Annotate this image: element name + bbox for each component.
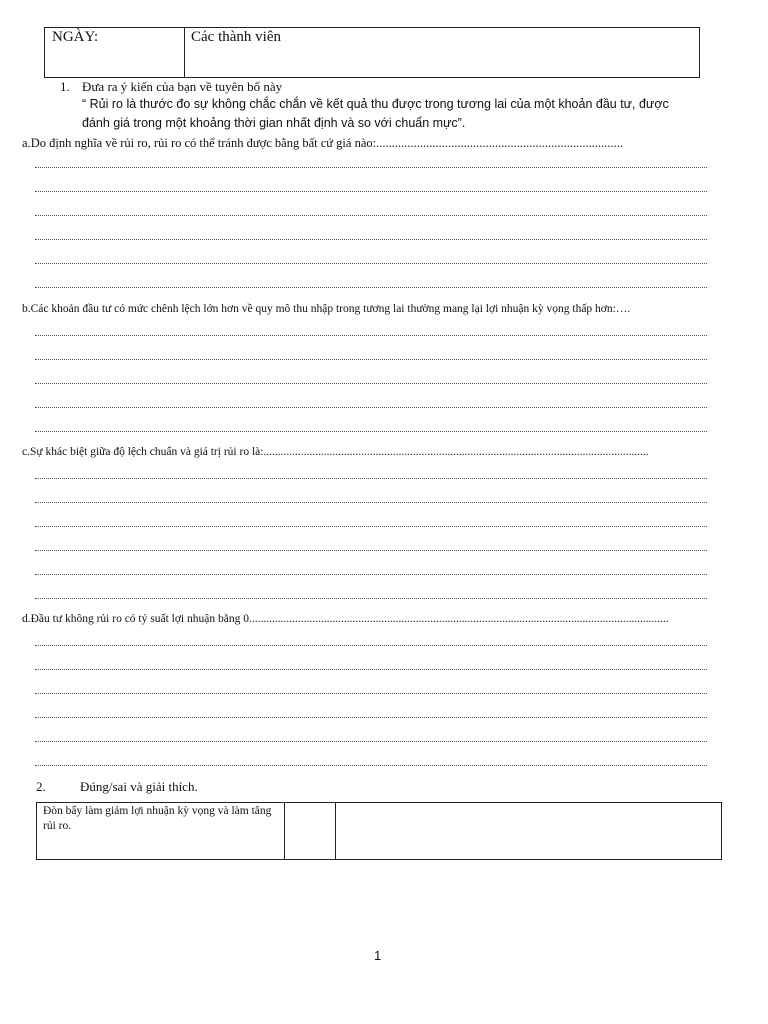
question-2-number: 2.: [36, 779, 46, 794]
answer-line[interactable]: [35, 765, 707, 766]
question-1-title: [60, 79, 282, 95]
answer-line[interactable]: [35, 478, 707, 479]
answer-line[interactable]: [35, 693, 707, 694]
question-a-label: a.: [22, 136, 31, 150]
question-2-text: Đúng/sai và giải thích.: [80, 779, 198, 794]
answer-line[interactable]: [35, 191, 707, 192]
question-a-text: Do định nghĩa về rủi ro, rủi ro có thể tránh được bằng bất cứ giá nào:...............................................................................: [30, 136, 623, 150]
answer-line[interactable]: [35, 526, 707, 527]
question-1-number: 1.: [60, 79, 70, 94]
answer-line[interactable]: [35, 383, 707, 384]
question-d: [22, 611, 708, 627]
date-cell: [45, 28, 185, 77]
question-d-label: d.: [22, 613, 31, 625]
answer-line[interactable]: [35, 669, 707, 670]
question-1-text: Đưa ra ý kiến của bạn về tuyên bố này: [82, 79, 283, 94]
quote-line-2: đánh giá trong một khoảng thời gian nhất định và so với chuẩn mực”.: [82, 116, 466, 130]
quote-line-1: “ Rủi ro là thước đo sự không chắc chắn về kết quả thu được trong tương lai của một khoản đầu tư, được: [82, 97, 669, 111]
explanation-cell[interactable]: [335, 803, 721, 859]
question-c: [22, 444, 708, 460]
question-b-text: Các khoản đầu tư có mức chênh lệch lớn hơn về quy mô thu nhập trong tương lai thường mang lại lợi nhuận kỳ vọng thấp hơn:….: [30, 303, 631, 315]
statement-cell: [37, 803, 285, 859]
question-c-label: c.: [22, 446, 30, 458]
answer-line[interactable]: [35, 741, 707, 742]
answer-line[interactable]: [35, 598, 707, 599]
statement-text: Đòn bẩy làm giảm lợi nhuận kỳ vọng và làm tăng rủi ro.: [43, 805, 272, 832]
question-d-text: Đầu tư không rủi ro có tỷ suất lợi nhuận bằng 0..................................................................................................................................................: [30, 613, 669, 625]
question-c-text: Sự khác biệt giữa độ lệch chuẩn và giá trị rủi ro là:......................................................................................................................................: [29, 446, 649, 458]
answer-line[interactable]: [35, 717, 707, 718]
answer-line[interactable]: [35, 287, 707, 288]
header-table: [44, 27, 700, 78]
date-label: NGÀY:: [52, 29, 99, 45]
true-false-answer-cell[interactable]: [284, 803, 336, 859]
answer-line[interactable]: [35, 263, 707, 264]
answer-line[interactable]: [35, 431, 707, 432]
answer-line[interactable]: [35, 645, 707, 646]
true-false-table: [36, 802, 722, 860]
answer-line[interactable]: [35, 574, 707, 575]
question-b: [22, 301, 708, 317]
answer-line[interactable]: [35, 550, 707, 551]
answer-line[interactable]: [35, 215, 707, 216]
answer-line[interactable]: [35, 167, 707, 168]
members-label: Các thành viên: [191, 29, 281, 45]
answer-line[interactable]: [35, 239, 707, 240]
answer-line[interactable]: [35, 407, 707, 408]
answer-line[interactable]: [35, 502, 707, 503]
question-a: [22, 135, 708, 151]
question-b-label: b.: [22, 303, 31, 315]
question-2-title: [36, 779, 198, 795]
answer-line[interactable]: [35, 335, 707, 336]
page-number: 1: [374, 948, 382, 963]
answer-line[interactable]: [35, 359, 707, 360]
